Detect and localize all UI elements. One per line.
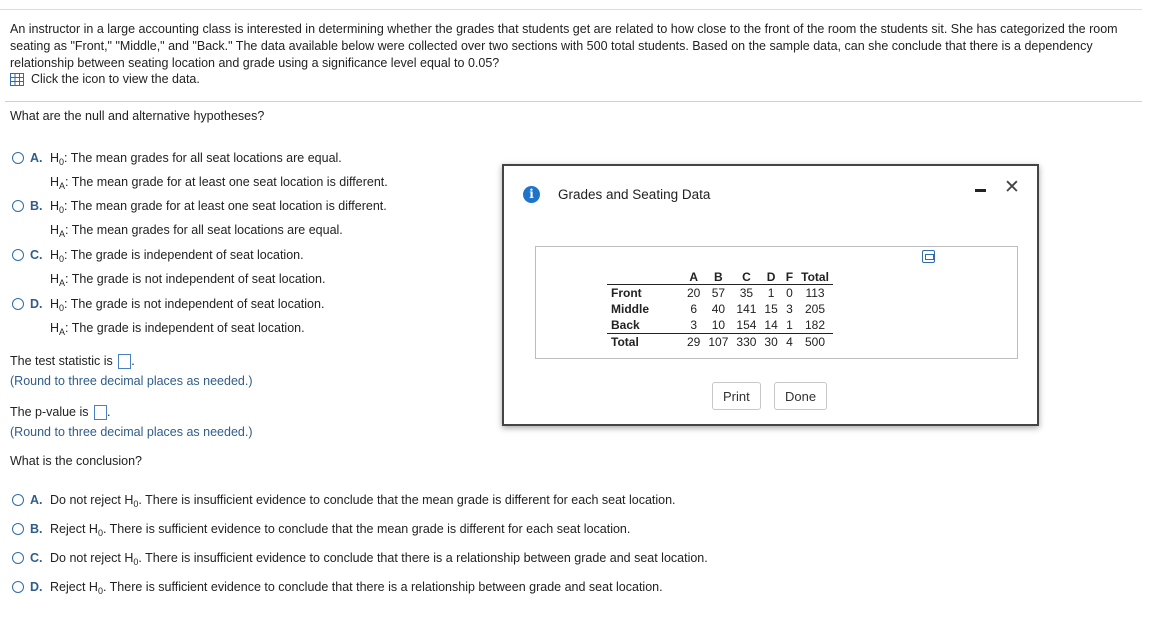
print-button[interactable]: Print bbox=[712, 382, 761, 410]
option-letter: B. bbox=[30, 522, 43, 536]
option-letter: A. bbox=[30, 151, 43, 165]
view-data-link[interactable] bbox=[10, 72, 200, 86]
table-row bbox=[607, 334, 833, 351]
option-text: $H_0$: The mean grades for all seat locations are equal. $H_A$: The mean grade for at least one seat location is different. bbox=[50, 151, 388, 191]
table-cell: 35 bbox=[739, 286, 754, 300]
table-cell: 205 bbox=[805, 302, 826, 316]
data-panel bbox=[535, 246, 1018, 359]
hypotheses-question: What are the null and alternative hypotheses? bbox=[10, 109, 265, 123]
hypothesis-option[interactable] bbox=[12, 148, 388, 196]
table-cell: 1 bbox=[767, 286, 775, 300]
grades-seating-table bbox=[607, 269, 833, 350]
radio-button[interactable] bbox=[12, 494, 24, 506]
table-cell: 40 bbox=[711, 302, 726, 316]
table-cell: 4 bbox=[782, 334, 797, 351]
table-cell: 3 bbox=[690, 318, 698, 332]
hypothesis-option[interactable] bbox=[12, 196, 387, 244]
option-text: $H_0$: The grade is not independent of seat location. $H_A$: The grade is independent of seat location. bbox=[50, 297, 325, 337]
alternative-hypothesis: The mean grade for at least one seat location is different. bbox=[71, 175, 388, 189]
table-row bbox=[607, 301, 833, 317]
row-label: Total bbox=[607, 334, 683, 351]
option-text: Reject $H_0$. There is sufficient evidence to conclude that there is a relationship between grade and seat location. bbox=[50, 580, 663, 596]
option-text: Do not reject $H_0$. There is insufficient evidence to conclude that the mean grade is different for each seat location. bbox=[50, 493, 676, 509]
null-hypothesis: The grade is not independent of seat location. bbox=[70, 297, 325, 311]
option-letter: C. bbox=[30, 551, 43, 565]
table-cell: 57 bbox=[711, 286, 726, 300]
hypothesis-option[interactable] bbox=[12, 294, 324, 342]
radio-button[interactable] bbox=[12, 152, 24, 164]
table-cell: 0 bbox=[786, 286, 793, 300]
test-statistic-hint: (Round to three decimal places as needed.) bbox=[10, 374, 253, 388]
radio-button[interactable] bbox=[12, 523, 24, 535]
top-divider bbox=[0, 9, 1142, 10]
table-cell: 15 bbox=[764, 302, 778, 316]
option-letter: C. bbox=[30, 248, 43, 262]
data-table-icon[interactable] bbox=[10, 73, 24, 86]
test-statistic-label: The test statistic is bbox=[10, 354, 113, 368]
alternative-hypothesis: The grade is not independent of seat location. bbox=[71, 272, 326, 286]
table-header-cell: C bbox=[732, 269, 760, 285]
table-cell: 500 bbox=[797, 334, 833, 351]
table-cell: 1 bbox=[786, 318, 793, 332]
table-cell: 30 bbox=[760, 334, 781, 351]
dialog-title: Grades and Seating Data bbox=[558, 187, 711, 202]
conclusion-option[interactable] bbox=[12, 490, 676, 514]
table-cell: 154 bbox=[736, 318, 757, 332]
radio-button[interactable] bbox=[12, 249, 24, 261]
table-cell: 330 bbox=[732, 334, 760, 351]
table-row bbox=[607, 285, 833, 302]
option-text: $H_0$: The grade is independent of seat location. $H_A$: The grade is not independent of seat location. bbox=[50, 248, 326, 288]
table-header-cell: A bbox=[683, 269, 704, 285]
table-header-cell: F bbox=[782, 269, 797, 285]
row-label: Middle bbox=[611, 302, 649, 316]
table-cell: 107 bbox=[704, 334, 732, 351]
p-value-label: The p-value is bbox=[10, 405, 89, 419]
null-hypothesis: The mean grade for at least one seat location is different. bbox=[70, 199, 387, 213]
option-text: Reject $H_0$. There is sufficient evidence to conclude that the mean grade is different for each seat location. bbox=[50, 522, 631, 538]
p-value-row: The p-value is . bbox=[10, 405, 111, 419]
done-button[interactable]: Done bbox=[774, 382, 827, 410]
conclusion-option[interactable] bbox=[12, 548, 708, 572]
section-divider bbox=[5, 101, 1142, 102]
option-letter: D. bbox=[30, 297, 43, 311]
row-label: Front bbox=[611, 286, 642, 300]
radio-button[interactable] bbox=[12, 298, 24, 310]
test-statistic-row: The test statistic is . bbox=[10, 354, 135, 368]
data-dialog bbox=[502, 164, 1039, 426]
null-hypothesis: The mean grades for all seat locations are equal. bbox=[70, 151, 342, 165]
p-value-hint: (Round to three decimal places as needed.) bbox=[10, 425, 253, 439]
null-hypothesis: The grade is independent of seat location. bbox=[70, 248, 304, 262]
table-header-cell: D bbox=[760, 269, 781, 285]
radio-button[interactable] bbox=[12, 581, 24, 593]
conclusion-option[interactable] bbox=[12, 519, 630, 543]
row-label: Back bbox=[611, 318, 640, 332]
table-cell: 6 bbox=[690, 302, 698, 316]
table-cell: 113 bbox=[805, 286, 825, 300]
info-icon: i bbox=[523, 186, 540, 203]
table-header-cell bbox=[607, 269, 683, 285]
view-data-label[interactable]: Click the icon to view the data. bbox=[31, 72, 200, 86]
table-cell: 14 bbox=[764, 318, 778, 332]
option-letter: B. bbox=[30, 199, 43, 213]
table-header-cell: Total bbox=[797, 269, 833, 285]
conclusion-option[interactable] bbox=[12, 577, 663, 601]
option-letter: D. bbox=[30, 580, 43, 594]
test-statistic-input[interactable] bbox=[118, 354, 131, 369]
radio-button[interactable] bbox=[12, 552, 24, 564]
table-cell: 20 bbox=[687, 286, 701, 300]
table-cell: 10 bbox=[711, 318, 726, 332]
conclusion-question: What is the conclusion? bbox=[10, 454, 143, 468]
alternative-hypothesis: The mean grades for all seat locations are equal. bbox=[71, 223, 343, 237]
table-cell: 3 bbox=[786, 302, 793, 316]
option-text: $H_0$: The mean grade for at least one seat location is different. $H_A$: The mean grades for all seat locations are equal. bbox=[50, 199, 387, 239]
option-text: Do not reject $H_0$. There is insufficient evidence to conclude that there is a relationship between grade and seat location. bbox=[50, 551, 708, 567]
expand-icon[interactable] bbox=[922, 250, 935, 263]
alternative-hypothesis: The grade is independent of seat location. bbox=[71, 321, 305, 335]
radio-button[interactable] bbox=[12, 200, 24, 212]
problem-statement: An instructor in a large accounting class is interested in determining whether the grades that students get are related to how close to the front of the room the students sit. She has categorized the room seating as "Front," "Middle," and "Back." The data available below were collected over two sections with 500 total students. Based on the sample data, can she conclude that there is a dependency relationship between seating location and grade using a significance level equal to 0.05? bbox=[10, 22, 1118, 70]
table-cell: 141 bbox=[736, 302, 757, 316]
minimize-icon[interactable] bbox=[975, 189, 986, 192]
table-row bbox=[607, 317, 833, 334]
close-icon[interactable]: ✕ bbox=[1004, 177, 1020, 198]
table-cell: 29 bbox=[683, 334, 704, 351]
option-letter: A. bbox=[30, 493, 43, 507]
p-value-input[interactable] bbox=[94, 405, 107, 420]
hypothesis-option[interactable] bbox=[12, 245, 325, 293]
table-header-cell: B bbox=[704, 269, 732, 285]
table-cell: 182 bbox=[805, 318, 826, 332]
